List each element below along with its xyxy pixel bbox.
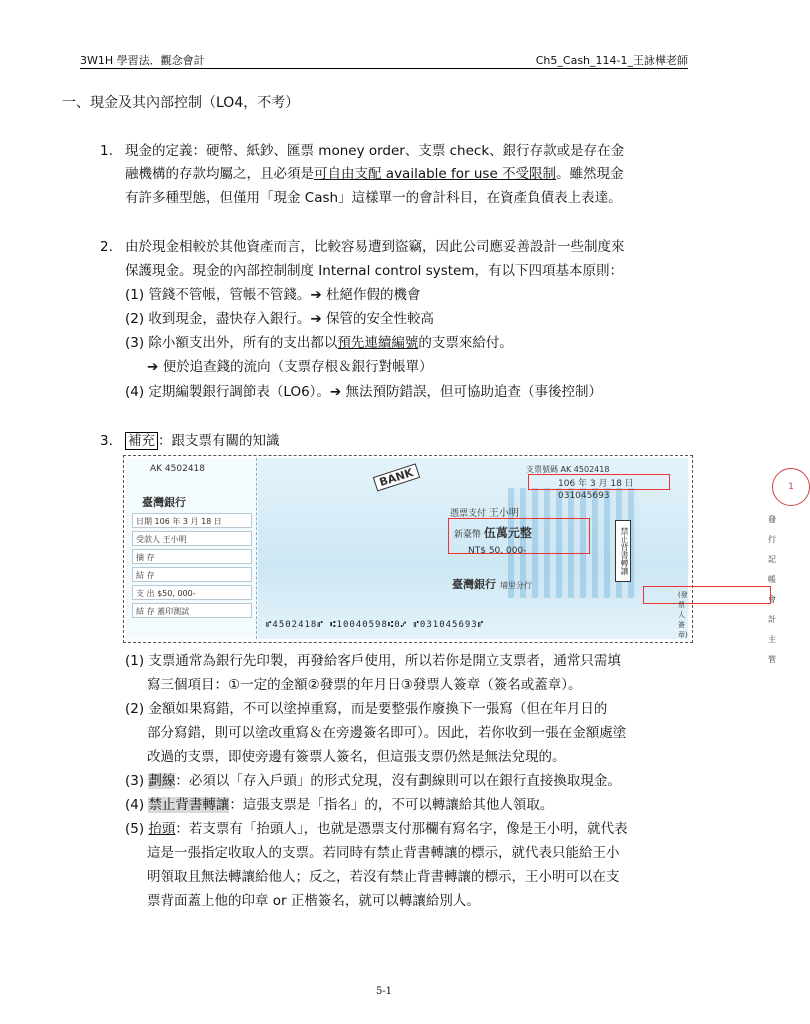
payee-keyword: 抬頭 [148, 821, 176, 837]
stub-date: 106 年 3 月 18 日 [154, 517, 222, 526]
item2-number: 2. [100, 239, 113, 255]
note5-line2: 這是一張指定收取人的支票。若同時有禁止背書轉讓的標示，就代表只能給王小 [147, 845, 620, 861]
bank-tag: BANK [373, 463, 420, 491]
page-number: 5-1 [375, 986, 393, 997]
note5-line4: 票背面蓋上他的印章 or 正楷簽名，就可以轉讓給別人。 [147, 893, 480, 909]
item2-rule2: (2) 收到現金，盡快存入銀行。➔ 保管的安全性較高 [125, 311, 435, 327]
cheque-body: BANK 支票號碼 AK 4502418 106 年 3 月 18 日 031045693 1 發行 記帳 會計 主管 憑票支付 王小明 新臺幣 伍萬元整 NT$ 50, 000- 臺灣銀行 埔里分行 禁止背書轉讓 (發票人簽章) [258, 458, 688, 639]
amount-number: NT$ 50, 000- [468, 546, 527, 556]
section-title: 一、現金及其內部控制（LO4，不考） [62, 95, 300, 111]
item1-number: 1. [100, 143, 113, 159]
note4: (4) 禁止背書轉讓：這張支票是「指名」的，不可以轉讓給其他人領取。 [125, 797, 554, 813]
note2-line3: 改過的支票，即使旁邊有簽票人簽名，但這張支票仍然是無法兌現的。 [147, 749, 566, 765]
bank-seal: 1 [772, 468, 810, 506]
no-endorsement-keyword: 禁止背書轉讓 [148, 797, 230, 813]
micr-line: ⑈4502418⑈ ⑆10040598⑆0⑇ ⑈031045693⑈ [266, 620, 485, 630]
stub-number: AK 4502418 [150, 464, 206, 474]
item3-title: 補充 ：跟支票有關的知識 [125, 430, 280, 452]
stub-payee: 王小明 [162, 535, 187, 544]
no-endorsement-stamp: 禁止背書轉讓 [615, 520, 631, 582]
item1-line3: 有許多種型態，但僅用「現金 Cash」這樣單一的會計科目，在資產負債表上表達。 [125, 190, 622, 206]
item2-rule4: (4) 定期編製銀行調節表（LO6）。➔ 無法預防錯誤，但可協助追查（事後控制） [125, 384, 603, 400]
header-right: Ch5_Cash_114-1_王詠樺老師 [535, 54, 688, 67]
stub-bank: 臺灣銀行 [142, 496, 186, 509]
note2-line1: (2) 金額如果寫錯，不可以塗掉重寫，而是要整張作廢換下一張寫（但在年月日的 [125, 701, 608, 717]
side-labels: 發行 記帳 會計 主管 [768, 515, 776, 664]
drawer-signature: (發票人簽章) [678, 591, 688, 639]
note5-line3: 明領取且無法轉讓給他人；反之，若沒有禁止背書轉讓的標示，王小明可以在支 [147, 869, 620, 885]
account-number: 031045693 [558, 491, 610, 501]
prenumbered-underline: 預先連續編號 [337, 335, 419, 351]
item2-line2: 保護現金。現金的內部控制制度 Internal control system，有以下四項基本原則： [125, 263, 624, 279]
note1-line1: (1) 支票通常為銀行先印製，再發給客戶使用，所以若你是開立支票者，通常只需填 [125, 653, 621, 669]
supplement-tag: 補充 [125, 432, 158, 450]
header-rule [80, 68, 688, 69]
item3-number: 3. [100, 433, 113, 449]
payee-name: 王小明 [488, 508, 519, 519]
note1-line2: 寫三個項目：①一定的金額②發票的年月日③發票人簽章（簽名或蓋章）。 [147, 677, 582, 693]
item1-line2: 融機構的存款均屬之，且必須是可自由支配 available for use 不受限制。雖然現金 [125, 166, 624, 182]
crossed-keyword: 劃線 [148, 773, 176, 789]
note2-line2: 部分寫錯，則可以塗改重寫＆在旁邊簽名即可）。因此，若你收到一張在金額處塗 [147, 725, 627, 741]
available-for-use-underline: 可自由支配 available for use 不受限制 [314, 166, 557, 182]
item2-line1: 由於現金相較於其他資產而言，比較容易遭到盜竊，因此公司應妥善設計一些制度來 [125, 239, 625, 255]
note3: (3) 劃線：必須以「存入戶頭」的形式兌現，沒有劃線則可以在銀行直接換取現金。 [125, 773, 621, 789]
amount-words: 伍萬元整 [483, 526, 532, 540]
cheque-stub: AK 4502418 臺灣銀行 日期 106 年 3 月 18 日 受款人 王小明 摘 存 結 存 支 出 $50, 000- 結 存 蓋印測試 [126, 458, 257, 639]
header-left: 3W1H 學習法．觀念會計 [80, 54, 205, 67]
item2-rule3: (3) 除小額支出外，所有的支出都以預先連續編號的支票來給付。 [125, 335, 513, 351]
item2-rule1: (1) 管錢不管帳，管帳不管錢。➔ 杜絕作假的機會 [125, 287, 421, 303]
stub-amount: $50, 000- [157, 589, 196, 598]
note5-line1: (5) 抬頭：若支票有「抬頭人」，也就是憑票支付那欄有寫名字，像是王小明，就代表 [125, 821, 628, 837]
cheque-bank: 臺灣銀行 埔里分行 [452, 578, 532, 591]
payee-row: 憑票支付 王小明 [450, 508, 519, 519]
item1-line1: 現金的定義：硬幣、紙鈔、匯票 money order、支票 check、銀行存款或是存在金 [125, 143, 625, 159]
cheque-number: 支票號碼 AK 4502418 [526, 465, 610, 474]
item2-rule3-arrow: ➔ 便於追查錢的流向（支票存根＆銀行對帳單） [147, 359, 433, 375]
cheque-date: 106 年 3 月 18 日 [558, 479, 634, 489]
